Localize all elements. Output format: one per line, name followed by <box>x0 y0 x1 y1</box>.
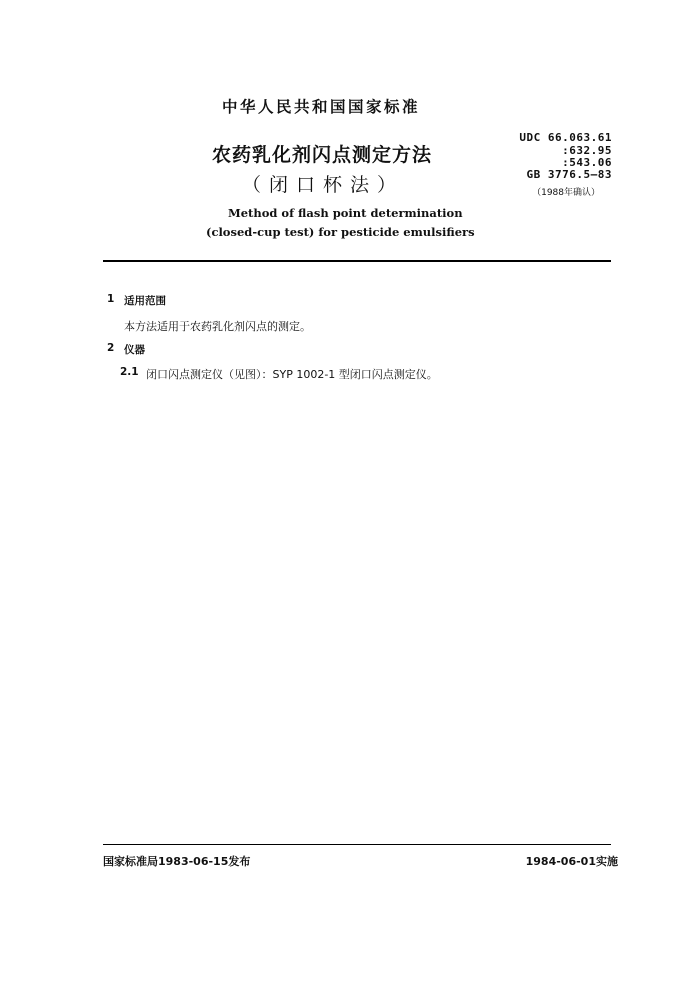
implementation-date: 1984-06-01实施 <box>525 855 618 868</box>
udc-code-2: :632.95 <box>562 144 612 157</box>
section-2-number: 2 <box>107 342 115 354</box>
subsection-2-1-text: 闭口闪点测定仪（见图）：SYP 1002-1 型闭口闪点测定仪。 <box>146 368 438 381</box>
document-subtitle-cn: （闭口杯法） <box>242 174 405 196</box>
udc-code: UDC 66.063.61 <box>519 131 612 144</box>
national-standard-title: 中华人民共和国国家标准 <box>222 98 421 116</box>
confirmed-note: （1988年确认） <box>532 188 600 198</box>
document-title-en-line2: (closed-cup test) for pesticide emulsifiers <box>206 225 475 239</box>
footer-rule <box>103 844 611 845</box>
section-1-body: 本方法适用于农药乳化剂闪点的测定。 <box>124 320 311 333</box>
gb-code: GB 3776.5—83 <box>526 168 612 181</box>
header-rule <box>103 260 611 262</box>
section-2-title: 仪器 <box>124 344 145 356</box>
section-1-title: 适用范围 <box>124 295 166 307</box>
document-title-cn: 农药乳化剂闪点测定方法 <box>212 144 433 166</box>
udc-code-3: :543.06 <box>562 156 612 169</box>
section-1-number: 1 <box>107 293 115 305</box>
issue-date: 国家标准局1983-06-15发布 <box>103 855 251 868</box>
document-title-en-line1: Method of flash point determination <box>228 206 463 220</box>
subsection-2-1-number: 2.1 <box>120 366 139 378</box>
